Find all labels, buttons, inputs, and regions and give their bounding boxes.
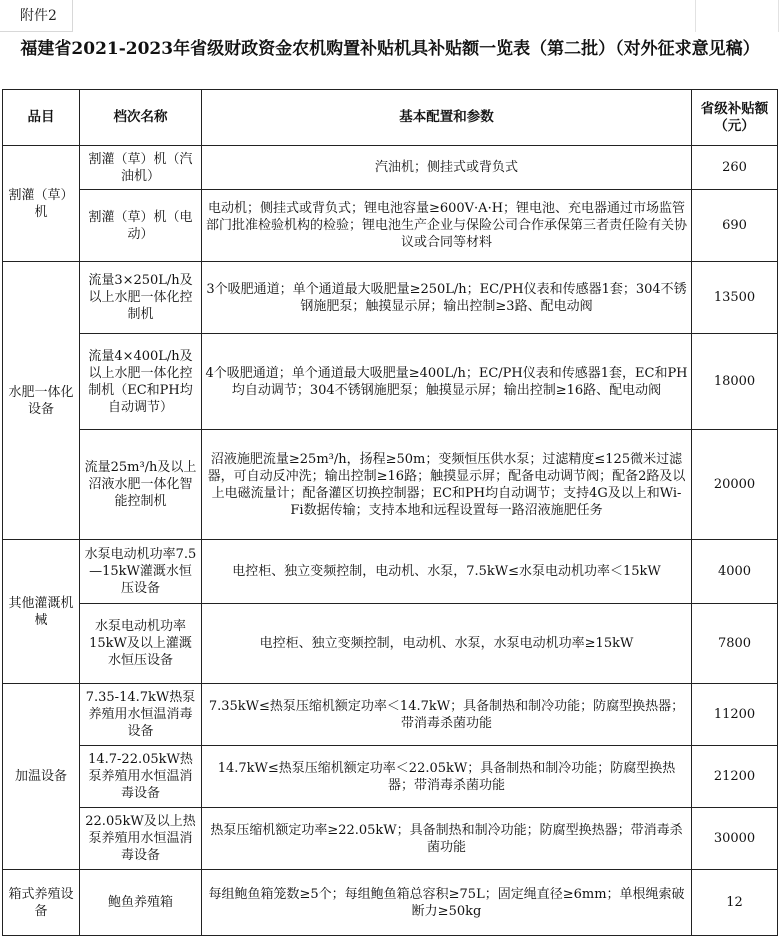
table-row bbox=[3, 262, 778, 334]
document-title: 福建省2021-2023年省级财政资金农机购置补贴机具补贴额一览表（第二批）（对外征求意见稿） bbox=[20, 39, 760, 59]
category-cell: 箱式养殖设备 bbox=[3, 870, 80, 936]
subsidy-cell: 11200 bbox=[692, 684, 778, 746]
category-cell: 加温设备 bbox=[3, 684, 80, 870]
table-row bbox=[3, 808, 778, 870]
tier-cell: 7.35-14.7kW热泵养殖用水恒温消毒设备 bbox=[80, 684, 202, 746]
subsidy-cell: 260 bbox=[692, 146, 778, 190]
subsidy-cell: 21200 bbox=[692, 746, 778, 808]
subsidy-cell: 12 bbox=[692, 870, 778, 936]
subsidy-cell: 7800 bbox=[692, 604, 778, 684]
header-category: 品目 bbox=[3, 90, 80, 146]
tier-cell: 割灌（草）机（电动） bbox=[80, 190, 202, 262]
header-tier: 档次名称 bbox=[80, 90, 202, 146]
spec-cell: 14.7kW≤热泵压缩机额定功率＜22.05kW；具备制热和制冷功能；防腐型换热器；带消毒杀菌功能 bbox=[202, 746, 692, 808]
spec-cell: 沼液施肥流量≥25m³/h，扬程≥50m；变频恒压供水泵；过滤精度≤125微米过滤器，可自动反冲洗；输出控制≥16路；触摸显示屏；配备电动调节阀；配备2路及以上电磁流量计；配备灌区切换控制器；EC和PH均自动调节；支持4G及以上和Wi-Fi数据传输；支持本地和远程设置每一路沼液施肥任务 bbox=[202, 430, 692, 540]
table-row bbox=[3, 334, 778, 430]
spec-cell: 热泵压缩机额定功率≥22.05kW；具备制热和制冷功能；防腐型换热器；带消毒杀菌功能 bbox=[202, 808, 692, 870]
attachment-label: 附件2 bbox=[0, 0, 73, 32]
tier-cell: 14.7-22.05kW热泵养殖用水恒温消毒设备 bbox=[80, 746, 202, 808]
subsidy-cell: 13500 bbox=[692, 262, 778, 334]
spec-cell: 每组鲍鱼箱笼数≥5个；每组鲍鱼箱总容积≥75L；固定绳直径≥6mm；单根绳索破断力≥50kg bbox=[202, 870, 692, 936]
spec-cell: 电动机；侧挂式或背负式；锂电池容量≥600V·A·H；锂电池、充电器通过市场监管部门批准检验机构的检验；锂电池生产企业与保险公司合作承保第三者责任险有关协议或合同等材料 bbox=[202, 190, 692, 262]
table-row bbox=[3, 146, 778, 190]
tier-cell: 鲍鱼养殖箱 bbox=[80, 870, 202, 936]
subsidy-cell: 30000 bbox=[692, 808, 778, 870]
category-cell: 水肥一体化设备 bbox=[3, 262, 80, 540]
header-row bbox=[3, 90, 778, 146]
spec-cell: 4个吸肥通道；单个通道最大吸肥量≥400L/h；EC/PH仪表和传感器1套，EC和PH均自动调节；304不锈钢施肥泵；触摸显示屏；输出控制≥16路、配电动阀 bbox=[202, 334, 692, 430]
tier-cell: 割灌（草）机（汽油机） bbox=[80, 146, 202, 190]
tier-cell: 22.05kW及以上热泵养殖用水恒温消毒设备 bbox=[80, 808, 202, 870]
spec-cell: 7.35kW≤热泵压缩机额定功率＜14.7kW；具备制热和制冷功能；防腐型换热器；带消毒杀菌功能 bbox=[202, 684, 692, 746]
table-row bbox=[3, 430, 778, 540]
table-row bbox=[3, 540, 778, 604]
table-row bbox=[3, 190, 778, 262]
spec-cell: 电控柜、独立变频控制，电动机、水泵，水泵电动机功率≥15kW bbox=[202, 604, 692, 684]
subsidy-cell: 690 bbox=[692, 190, 778, 262]
category-cell: 其他灌溉机械 bbox=[3, 540, 80, 684]
table-row bbox=[3, 746, 778, 808]
subsidy-cell: 20000 bbox=[692, 430, 778, 540]
subsidy-cell: 4000 bbox=[692, 540, 778, 604]
subsidy-table bbox=[2, 89, 778, 936]
tier-cell: 流量4×400L/h及以上水肥一体化控制机（EC和PH均自动调节） bbox=[80, 334, 202, 430]
spreadsheet-grid-line bbox=[0, 0, 779, 32]
tier-cell: 流量3×250L/h及以上水肥一体化控制机 bbox=[80, 262, 202, 334]
category-cell: 割灌（草）机 bbox=[3, 146, 80, 262]
spec-cell: 电控柜、独立变频控制，电动机、水泵，7.5kW≤水泵电动机功率＜15kW bbox=[202, 540, 692, 604]
spec-cell: 3个吸肥通道；单个通道最大吸肥量≥250L/h；EC/PH仪表和传感器1套；304不锈钢施肥泵；触摸显示屏；输出控制≥3路、配电动阀 bbox=[202, 262, 692, 334]
table-row bbox=[3, 684, 778, 746]
subsidy-cell: 18000 bbox=[692, 334, 778, 430]
tier-cell: 流量25m³/h及以上沼液水肥一体化智能控制机 bbox=[80, 430, 202, 540]
header-spec: 基本配置和参数 bbox=[202, 90, 692, 146]
table-row bbox=[3, 604, 778, 684]
spec-cell: 汽油机；侧挂式或背负式 bbox=[202, 146, 692, 190]
tier-cell: 水泵电动机功率7.5—15kW灌溉水恒压设备 bbox=[80, 540, 202, 604]
tier-cell: 水泵电动机功率15kW及以上灌溉水恒压设备 bbox=[80, 604, 202, 684]
table-row bbox=[3, 870, 778, 936]
header-subsidy: 省级补贴额（元） bbox=[692, 90, 778, 146]
